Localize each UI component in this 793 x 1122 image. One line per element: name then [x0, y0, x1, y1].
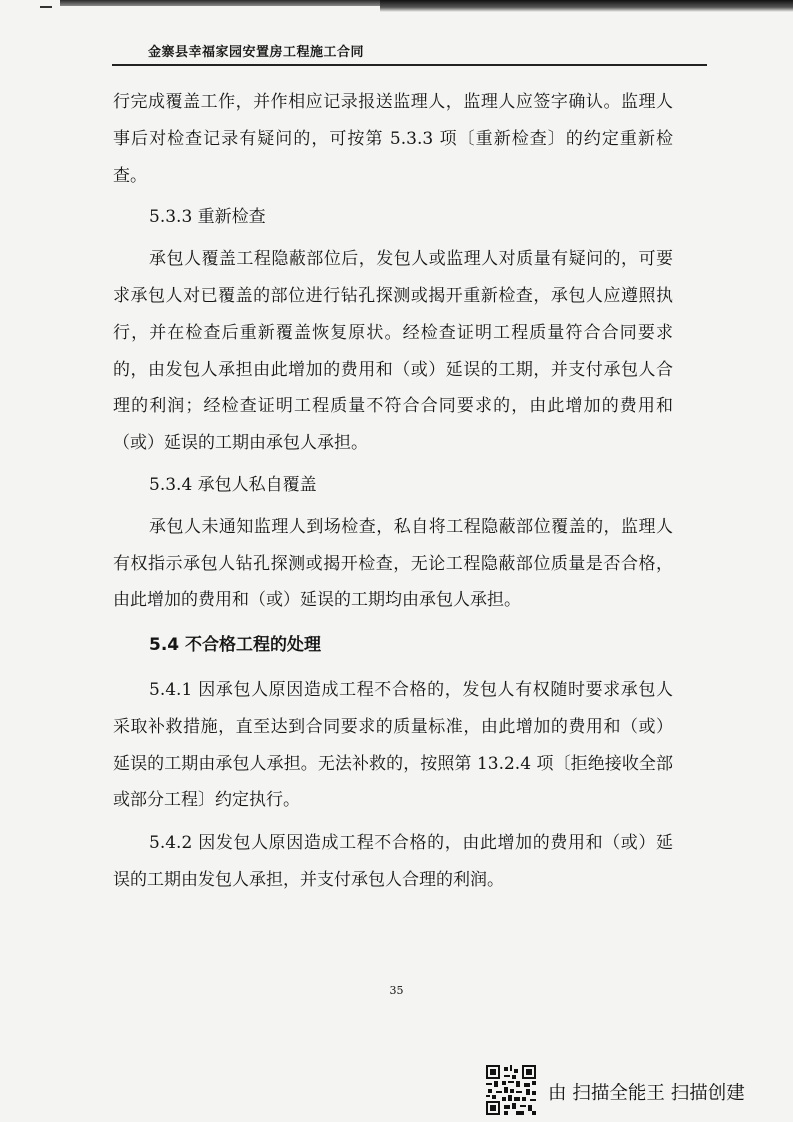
- header-rule: [112, 64, 707, 66]
- corner-mark: [40, 6, 52, 14]
- page-number: 35: [389, 984, 404, 997]
- continuation-paragraph: 行完成覆盖工作，并作相应记录报送监理人，监理人应签字确认。监理人事后对检查记录有疑问的，可按第 5.3.3 项〔重新检查〕的约定重新检查。: [113, 92, 673, 186]
- scanner-watermark: 由 扫描全能王 扫描创建: [548, 1083, 745, 1104]
- running-header: 金寨县幸福家园安置房工程施工合同: [148, 45, 365, 60]
- paragraph-5-4-2: 5.4.2 因发包人原因造成工程不合格的，由此增加的费用和（或）延误的工期由发包人承担，并支付承包人合理的利润。: [113, 833, 673, 890]
- page-body: [113, 84, 673, 899]
- qr-code-icon: [486, 1065, 536, 1115]
- subsection-heading-5-3-4: 5.3.4 承包人私自覆盖: [149, 474, 317, 495]
- section-heading-5-4: 5.4 不合格工程的处理: [149, 635, 322, 656]
- subsection-heading-5-3-3: 5.3.3 重新检查: [149, 207, 266, 228]
- paragraph-5-3-4: 承包人未通知监理人到场检查，私自将工程隐蔽部位覆盖的，监理人有权指示承包人钻孔探测或揭开检查，无论工程隐蔽部位质量是否合格，由此增加的费用和（或）延误的工期均由承包人承担。: [113, 516, 673, 611]
- paragraph-5-4-1: 5.4.1 因承包人原因造成工程不合格的，发包人有权随时要求承包人采取补救措施，直至达到合同要求的质量标准，由此增加的费用和（或）延误的工期由承包人承担。无法补救的，按照第 13.2.4 项〔拒绝接收全部或部分工程〕约定执行。: [113, 679, 673, 811]
- paragraph-5-3-3: 承包人覆盖工程隐蔽部位后，发包人或监理人对质量有疑问的，可要求承包人对已覆盖的部位进行钻孔探测或揭开重新检查，承包人应遵照执行，并在检查后重新覆盖恢复原状。经检查证明工程质量符合合同要求的，由发包人承担由此增加的费用和（或）延误的工期，并支付承包人合理的利润；经检查证明工程质量不符合合同要求的，由此增加的费用和（或）延误的工期由承包人承担。: [113, 249, 673, 454]
- scan-edge: [380, 0, 793, 12]
